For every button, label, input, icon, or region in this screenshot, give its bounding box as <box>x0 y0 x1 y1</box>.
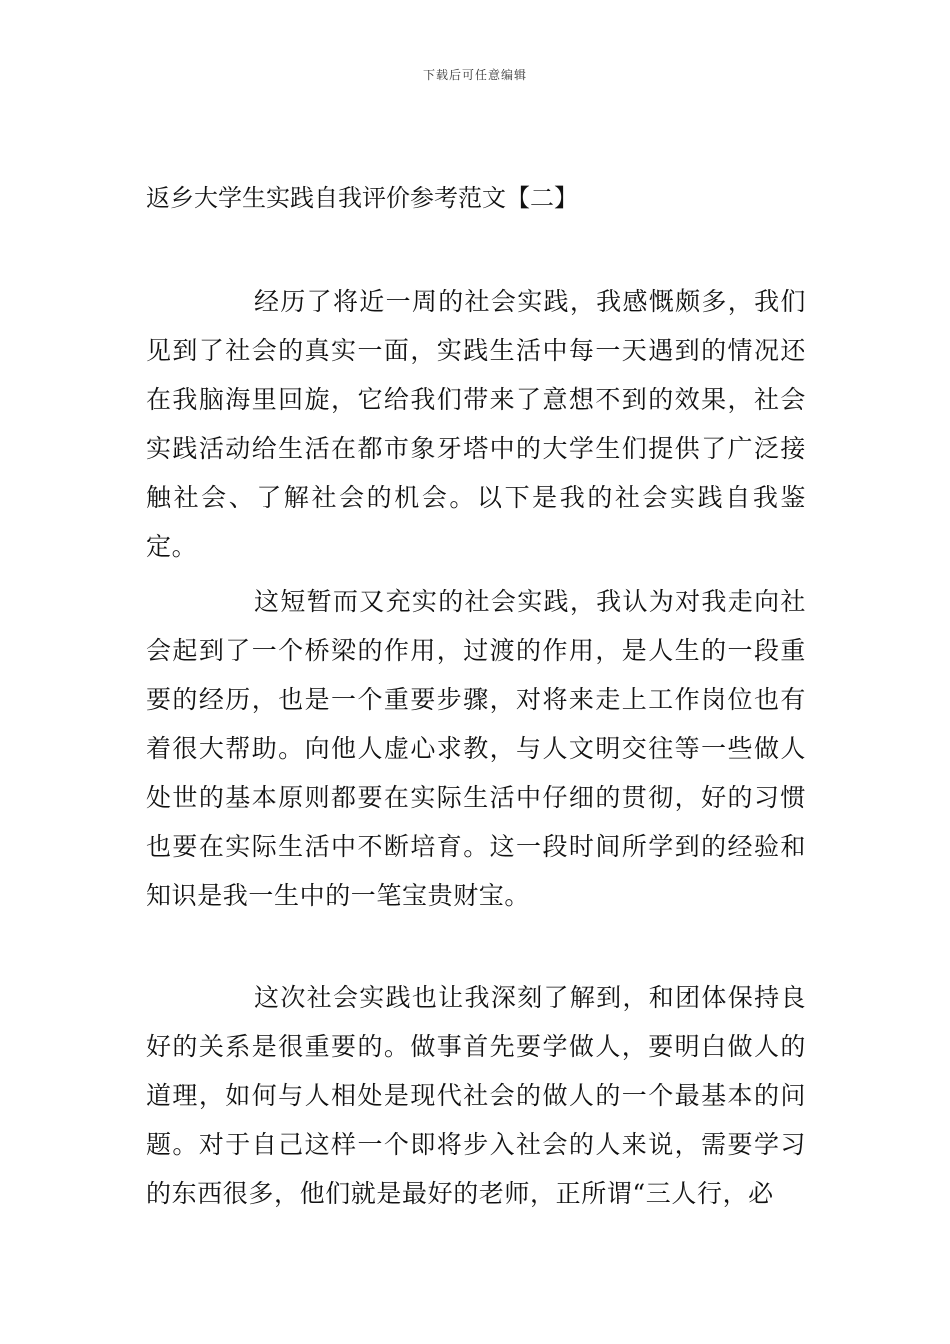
body-paragraph: 这短暂而又充实的社会实践，我认为对我走向社会起到了一个桥梁的作用，过渡的作用，是人生的一段重要的经历，也是一个重要步骤，对将来走上工作岗位也有着很大帮助。向他人虚心求教，与人文明交往等一些做人处世的基本原则都要在实际生活中仔细的贯彻，好的习惯也要在实际生活中不断培育。这一段时间所学到的经验和知识是我一生中的一笔宝贵财宝。 <box>146 587 806 910</box>
header-note: 下载后可任意编辑 <box>422 68 527 82</box>
body-paragraph: 经历了将近一周的社会实践，我感慨颇多，我们见到了社会的真实一面，实践生活中每一天遇到的情况还在我脑海里回旋，它给我们带来了意想不到的效果，社会实践活动给生活在都市象牙塔中的大学生们提供了广泛接触社会、了解社会的机会。以下是我的社会实践自我鉴定。 <box>146 287 806 561</box>
body-paragraph: 这次社会实践也让我深刻了解到，和团体保持良好的关系是很重要的。做事首先要学做人，要明白做人的道理，如何与人相处是现代社会的做人的一个最基本的问题。对于自己这样一个即将步入社会的人来说，需要学习的东西很多，他们就是最好的老师，正所谓“三人行，必 <box>146 983 806 1208</box>
document-title: 返乡大学生实践自我评价参考范文【二】 <box>146 184 578 212</box>
